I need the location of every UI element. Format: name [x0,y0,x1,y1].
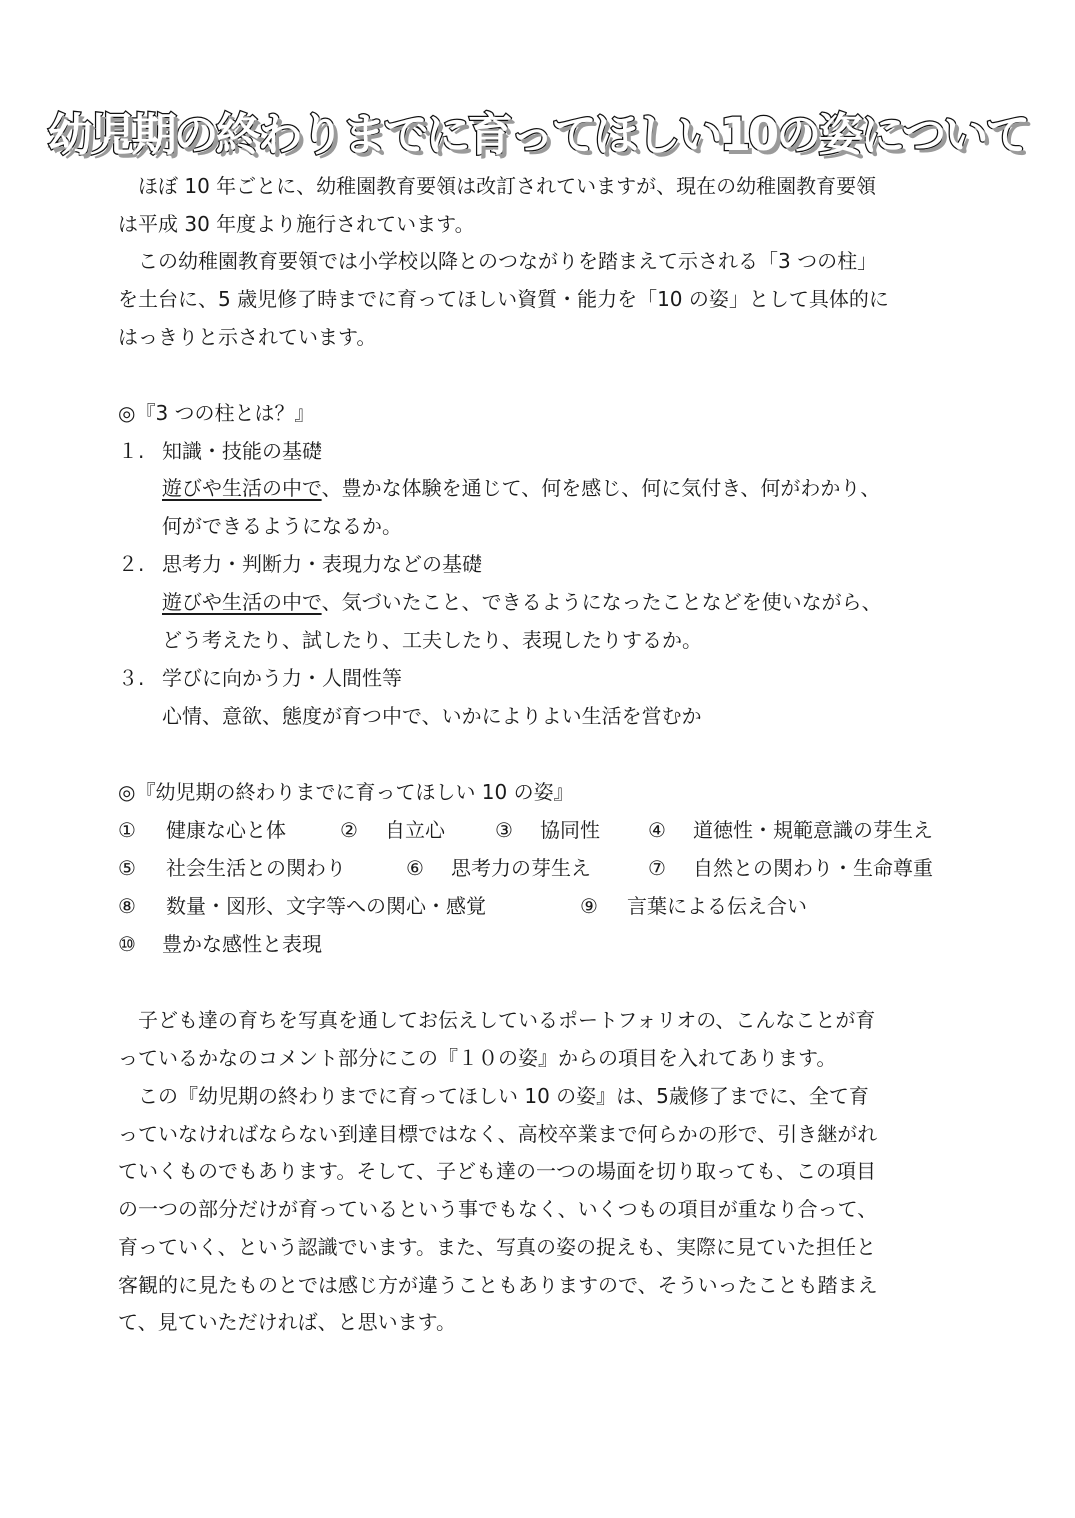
aspect-label: 社会生活との関わり [166,856,346,880]
pillars-heading: ◎『3 つの柱とは？』 [118,401,315,425]
aspect-mark: ⑧ [118,894,136,918]
intro-line: ほぼ 10 年ごとに、幼稚園教育要領は改訂されていますが、現在の幼稚園教育要領 [118,174,877,198]
closing-line: っていなければならない到達目標ではなく、高校卒業まで何らかの形で、引き継がれ [118,1122,878,1146]
closing-line: 育っていく、という認識でいます。また、写真の姿の捉えも、実際に見ていた担任と [118,1235,876,1259]
closing-line: 子ども達の育ちを写真を通してお伝えしているポートフォリオの、こんなことが育 [118,1008,876,1032]
closing-line: の一つの部分だけが育っているという事でもなく、いくつもの項目が重なり合って、 [118,1197,878,1221]
pillar-description: 何ができるようになるか。 [162,514,402,538]
page-title: 幼児期の終わりまでに育ってほしい10の姿について [47,108,1028,161]
intro-line: はっきりと示されています。 [118,325,377,349]
aspect-mark: ⑥ [406,856,424,880]
description-text: 、気づいたこと、できるようになったことなどを使いながら、 [321,590,882,614]
aspect-label: 健康な心と体 [166,818,286,842]
aspect-mark: ⑨ [580,894,598,918]
pillar-description [162,583,882,621]
aspect-label: 思考力の芽生え [451,856,591,880]
closing-line: この『幼児期の終わりまでに育ってほしい 10 の姿』は、5歳修了までに、全て育 [118,1084,869,1108]
aspect-label: 協同性 [540,818,600,842]
aspect-mark: ⑤ [118,856,136,880]
pillar-title: 思考力・判断力・表現力などの基礎 [162,552,482,576]
closing-line: 客観的に見たものとでは感じ方が違うこともありますので、そういったことも踏まえ [118,1273,878,1297]
closing-line: ていくものでもあります。そして、子ども達の一つの場面を切り取っても、この項目 [118,1159,876,1183]
pillar-number: ２. [118,552,145,576]
intro-line: は平成 30 年度より施行されています。 [118,212,475,236]
pillar-title: 学びに向かう力・人間性等 [162,666,402,690]
intro-line: を土台に、5 歳児修了時までに育ってほしい資質・能力を「10 の姿」として具体的に [118,287,889,311]
closing-line: て、見ていただければ、と思います。 [118,1310,456,1334]
pillar-description: どう考えたり、試したり、工夫したり、表現したりするか。 [162,628,702,652]
pillar-number: ３. [118,666,145,690]
aspect-mark: ② [340,818,358,842]
ten-heading: ◎『幼児期の終わりまでに育ってほしい 10 の姿』 [118,780,574,804]
closing-line: っているかなのコメント部分にこの『１０の姿』からの項目を入れてあります。 [118,1046,837,1070]
aspect-label: 豊かな感性と表現 [162,932,322,956]
aspect-label: 自然との関わり・生命尊重 [693,856,933,880]
pillar-number: １. [118,439,145,463]
aspect-mark: ⑦ [648,856,666,880]
intro-line: この幼稚園教育要領では小学校以降とのつながりを踏まえて示される「3 つの柱」 [118,249,878,273]
aspect-mark: ③ [495,818,513,842]
aspect-label: 言葉による伝え合い [627,894,807,918]
aspect-mark: ⑩ [118,932,136,956]
aspect-label: 道徳性・規範意識の芽生え [693,818,933,842]
aspect-mark: ④ [648,818,666,842]
pillar-description: 心情、意欲、態度が育つ中で、いかによりよい生活を営むか [162,704,702,728]
pillar-title: 知識・技能の基礎 [162,439,322,463]
underlined-phrase: 遊びや生活の中で [162,476,322,500]
description-text: 、豊かな体験を通じて、何を感じ、何に気付き、何がわかり、 [321,476,881,500]
aspect-label: 自立心 [385,818,445,842]
underlined-phrase: 遊びや生活の中で [162,590,322,614]
aspect-label: 数量・図形、文字等への関心・感覚 [166,894,486,918]
aspect-mark: ① [118,818,136,842]
pillar-description [162,469,880,507]
